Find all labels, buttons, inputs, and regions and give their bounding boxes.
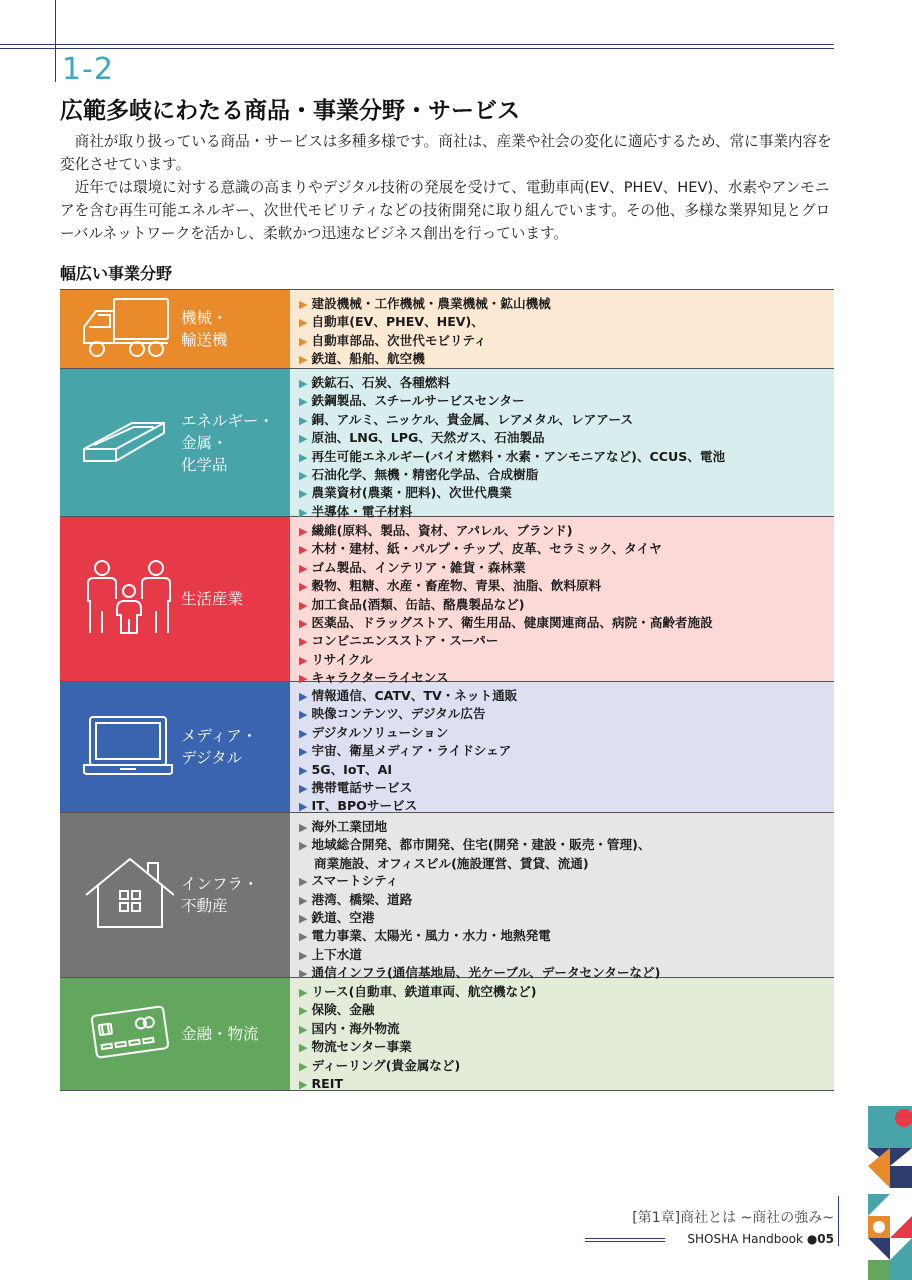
list-item: ▶ 保険、金融 <box>299 1002 375 1018</box>
triangle-bullet-icon: ▶ <box>299 543 308 557</box>
list-item: ▶ コンビニエンスストア・スーパー <box>299 633 499 649</box>
triangle-bullet-icon: ▶ <box>299 708 308 722</box>
category-row-energy <box>60 369 834 517</box>
triangle-bullet-icon: ▶ <box>299 580 308 594</box>
triangle-bullet-icon: ▶ <box>299 1059 308 1073</box>
list-item: ▶ 銅、アルミ、ニッケル、貴金属、レアメタル、レアアース <box>299 411 633 427</box>
list-item: ▶ REIT <box>299 1076 344 1092</box>
table-heading: 幅広い事業分野 <box>60 264 173 283</box>
category-label <box>181 873 259 917</box>
section-number: 1-2 <box>62 52 114 87</box>
list-item: ▶ キャラクターライセンス <box>299 670 449 686</box>
list-item: ▶ 鉄道、空港 <box>299 910 375 926</box>
category-label-line: 不動産 <box>181 897 228 915</box>
triangle-bullet-icon: ▶ <box>299 930 308 944</box>
triangle-bullet-icon: ▶ <box>299 1041 308 1055</box>
triangle-bullet-icon: ▶ <box>299 745 308 759</box>
category-label-line: 機械・ <box>181 309 228 327</box>
triangle-bullet-icon: ▶ <box>299 487 308 501</box>
category-items <box>290 813 834 981</box>
category-cell <box>60 682 290 812</box>
triangle-bullet-icon: ▶ <box>299 821 308 834</box>
triangle-bullet-icon: ▶ <box>299 782 308 796</box>
list-item: ▶ 物流センター事業 <box>299 1039 412 1055</box>
list-item: ▶ 繊維(原料、製品、資材、アパレル、ブランド) <box>299 523 573 538</box>
list-item: ▶ IT、BPOサービス <box>299 798 418 814</box>
category-cell <box>60 369 290 516</box>
category-label-line: デジタル <box>181 749 243 767</box>
list-item: ▶ 上下水道 <box>299 946 362 962</box>
list-item: ▶ 医薬品、ドラッグストア、衛生用品、健康関連商品、病院・高齢者施設 <box>299 615 713 631</box>
list-item: ▶ 鉄鋼製品、スチールサービスセンター <box>299 393 525 409</box>
list-item: ▶ 宇宙、衛星メディア・ライドシェア <box>299 743 512 759</box>
decor-rule-bottom <box>0 48 834 49</box>
category-cell <box>60 290 290 368</box>
list-item: ▶ 自動車(EV、PHEV、HEV)、 <box>299 314 484 330</box>
page-title: 広範多岐にわたる商品・事業分野・サービス <box>60 98 520 124</box>
intro-text <box>60 130 836 245</box>
triangle-bullet-icon: ▶ <box>299 469 308 483</box>
house-icon <box>84 855 174 935</box>
triangle-bullet-icon: ▶ <box>299 986 308 999</box>
triangle-bullet-icon: ▶ <box>299 505 308 519</box>
triangle-bullet-icon: ▶ <box>299 353 308 367</box>
list-item: ▶ 木材・建材、紙・パルプ・チップ、皮革、セラミック、タイヤ <box>299 541 662 557</box>
list-item: ▶ 情報通信、CATV、TV・ネット通販 <box>299 688 518 703</box>
page-number: 05 <box>817 1232 834 1246</box>
list-item: ▶ リース(自動車、鉄道車両、航空機など) <box>299 984 537 999</box>
footer-divider <box>838 1196 839 1246</box>
triangle-bullet-icon: ▶ <box>299 432 308 446</box>
category-row-machinery <box>60 290 834 369</box>
category-label-line: 生活産業 <box>181 590 244 608</box>
list-item: ▶ 5G、IoT、AI <box>299 761 393 777</box>
decor-vertical-line <box>55 0 56 82</box>
triangle-bullet-icon: ▶ <box>299 525 308 538</box>
triangle-bullet-icon: ▶ <box>299 839 308 853</box>
list-item: ▶ ディーリング(貴金属など) <box>299 1057 461 1073</box>
list-item: ▶ 農業資材(農薬・肥料)、次世代農業 <box>299 485 512 501</box>
category-label-line: 化学品 <box>181 455 228 474</box>
list-item: ▶ 半導体・電子材料 <box>299 503 413 519</box>
list-item: ▶ リサイクル <box>299 651 373 667</box>
footer-book <box>687 1232 834 1246</box>
footer-chapter: [第1章]商社とは ~商社の強み~ <box>632 1210 834 1226</box>
triangle-bullet-icon: ▶ <box>299 1022 308 1036</box>
business-fields-table <box>60 289 834 1091</box>
list-item: ▶ 携帯電話サービス <box>299 780 413 796</box>
bullet-dot-icon: ● <box>806 1232 818 1246</box>
footer-rule <box>585 1238 665 1239</box>
card-icon <box>90 1005 170 1063</box>
category-label <box>181 307 228 351</box>
triangle-bullet-icon: ▶ <box>299 377 308 390</box>
category-items <box>290 369 834 519</box>
triangle-bullet-icon: ▶ <box>299 617 308 631</box>
category-label-line: 金属・ <box>181 433 228 452</box>
triangle-bullet-icon: ▶ <box>299 912 308 926</box>
category-label <box>181 410 274 476</box>
category-items <box>290 978 834 1090</box>
triangle-bullet-icon: ▶ <box>299 763 308 777</box>
decor-rule-top <box>0 44 834 45</box>
category-label-line: 金融・物流 <box>181 1025 259 1043</box>
list-item: ▶ 再生可能エネルギー(バイオ燃料・水素・アンモニアなど)、CCUS、電池 <box>299 448 726 464</box>
triangle-bullet-icon: ▶ <box>299 690 308 703</box>
list-item: ▶ 鉄道、船舶、航空機 <box>299 351 425 367</box>
list-item: ▶ 国内・海外物流 <box>299 1020 400 1036</box>
triangle-bullet-icon: ▶ <box>299 948 308 962</box>
triangle-bullet-icon: ▶ <box>299 893 308 907</box>
ingot-icon <box>80 411 170 475</box>
list-item: ▶ 海外工業団地 <box>299 819 388 834</box>
category-items <box>290 682 834 812</box>
list-item: ▶ 自動車部品、次世代モビリティ <box>299 332 487 348</box>
triangle-bullet-icon: ▶ <box>299 967 308 981</box>
triangle-bullet-icon: ▶ <box>299 800 308 814</box>
category-row-media <box>60 682 834 813</box>
list-item: ▶ 原油、LNG、LPG、天然ガス、石油製品 <box>299 430 545 446</box>
list-item: ▶ 港湾、橋梁、道路 <box>299 891 413 907</box>
list-item: ▶ 鉄鉱石、石炭、各種燃料 <box>299 375 450 390</box>
triangle-bullet-icon: ▶ <box>299 413 308 427</box>
list-item: 商業施設、オフィスビル(施設運営、賃貸、流通) <box>314 855 589 871</box>
list-item: ▶ 通信インフラ(通信基地局、光ケーブル、データセンターなど) <box>299 965 661 981</box>
category-label-line: エネルギー・ <box>181 411 275 430</box>
category-label <box>181 725 257 769</box>
category-cell <box>60 978 290 1090</box>
list-item: ▶ 加工食品(酒類、缶詰、酪農製品など) <box>299 596 525 612</box>
triangle-bullet-icon: ▶ <box>299 875 308 889</box>
category-cell <box>60 517 290 681</box>
category-label <box>181 588 243 610</box>
category-label-line: メディア・ <box>181 727 258 745</box>
category-row-infrastructure <box>60 813 834 981</box>
category-row-finance <box>60 978 834 1091</box>
list-item: ▶ 地域総合開発、都市開発、住宅(開発・建設・販売・管理)、 <box>299 837 651 853</box>
triangle-bullet-icon: ▶ <box>299 672 308 686</box>
list-item: ▶ 電力事業、太陽光・風力・水力・地熱発電 <box>299 928 551 944</box>
triangle-bullet-icon: ▶ <box>299 334 308 348</box>
triangle-bullet-icon: ▶ <box>299 1078 308 1092</box>
triangle-bullet-icon: ▶ <box>299 450 308 464</box>
category-row-lifestyle <box>60 517 834 686</box>
list-item: ▶ 穀物、粗糖、水産・畜産物、青果、油脂、飲料原料 <box>299 578 602 594</box>
triangle-bullet-icon: ▶ <box>299 598 308 612</box>
triangle-bullet-icon: ▶ <box>299 1004 308 1018</box>
category-label <box>181 1023 259 1045</box>
list-item: ▶ 建設機械・工作機械・農業機械・鉱山機械 <box>299 296 551 311</box>
footer-rule <box>585 1241 665 1242</box>
triangle-bullet-icon: ▶ <box>299 561 308 575</box>
intro-paragraph-2: 近年では環境に対する意識の高まりやデジタル技術の発展を受けて、電動車両(EV、PHEV、HEV)、水素やアンモニアを含む再生可能エネルギー、次世代モビリティなどの技術開発に取り組んでいます。その他、多様な業界知見とグローバルネットワークを活かし、柔軟かつ迅速なビジネス創出を行っています。 <box>60 179 831 242</box>
laptop-icon <box>82 713 174 781</box>
footer-book-title: SHOSHA Handbook <box>687 1232 803 1246</box>
truck-icon <box>80 295 172 363</box>
geometric-decoration <box>868 1106 912 1280</box>
triangle-bullet-icon: ▶ <box>299 726 308 740</box>
triangle-bullet-icon: ▶ <box>299 316 308 330</box>
category-cell <box>60 813 290 977</box>
intro-paragraph-1: 商社が取り扱っている商品・サービスは多種多様です。商社は、産業や社会の変化に適応するため、常に事業内容を変化させています。 <box>60 133 832 173</box>
category-label-line: インフラ・ <box>181 875 259 893</box>
triangle-bullet-icon: ▶ <box>299 653 308 667</box>
category-items <box>290 290 834 368</box>
family-icon <box>84 559 174 639</box>
category-label-line: 輸送機 <box>181 331 228 349</box>
list-item: ▶ デジタルソリューション <box>299 724 449 740</box>
category-items <box>290 517 834 686</box>
list-item: ▶ 映像コンテンツ、デジタル広告 <box>299 706 486 722</box>
list-item: ▶ 石油化学、無機・精密化学品、合成樹脂 <box>299 467 539 483</box>
triangle-bullet-icon: ▶ <box>299 635 308 649</box>
triangle-bullet-icon: ▶ <box>299 395 308 409</box>
list-item: ▶ スマートシティ <box>299 873 399 889</box>
triangle-bullet-icon: ▶ <box>299 298 308 311</box>
list-item: ▶ ゴム製品、インテリア・雑貨・森林業 <box>299 559 526 575</box>
